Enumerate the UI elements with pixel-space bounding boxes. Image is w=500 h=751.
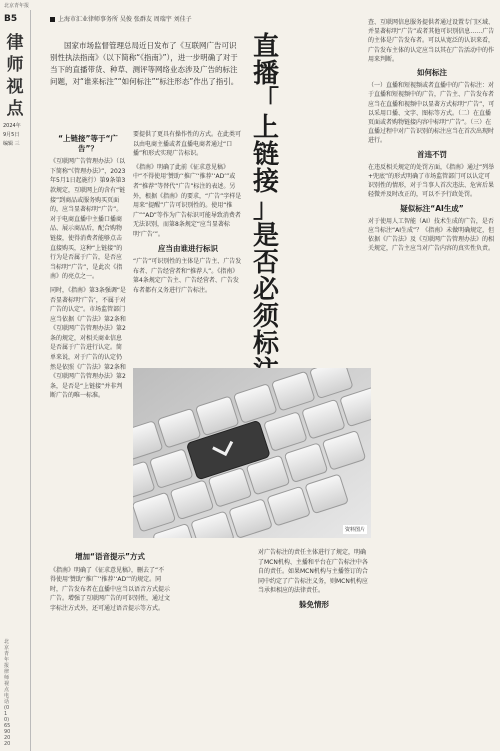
column-char: 点 [6,99,24,119]
headline-char: 直 [253,32,280,62]
body-text: 对于使用人工智能（AI）技术生成的广告，是否应当标注“AI生成”？《指南》未做明确规定，但依据《广告法》及《互联网广告管理办法》的相关规定，广告主应当对广告内容的真实性负责。 [368,217,495,253]
headline-char: 「 [253,86,280,116]
body-text: 《互联网广告管理办法》（以下简称“《管理办法》”，2023年5月1日起施行）第9条第3款规定，互联网上的含有“链接”到商品或服务购买页面的，应当显著标明“广告”。对于电商直播中主播口播商品、展示商品后，配合购物链接，使得消费者能够点击直接购买，这种“上链接”的行为是否属于广告，是否应当标明“广告”，是此次《指南》的亮点之一。 [50,158,126,281]
body-text: 在违反相关规定的处罚方面，《指南》通过“列举+兜底”的形式明确了市场监管部门可以认定可识别性的情形，对于当事人首次违法、危害后果轻微并及时改正的，可以不予行政处罚。 [368,163,495,199]
keyboard-image [133,368,371,538]
headline-char: 否 [253,248,280,278]
column-char: 律 [6,33,24,53]
headline-char: 」 [253,194,280,224]
section-heading: 应当由谁进行标识 [158,243,218,253]
editor: 编辑 三 [3,141,20,147]
body-text: 查、互联网信息服务提供者通过设置专门区域、并显著标明“广告”或者其他可识别信息……广告的主体是广告发布者。可以从宽泛的认识来看，广告发布主体的认定应当以其在广告活动中的作用来判断。 [368,19,495,63]
paper-name: 北京青年报 [4,3,30,9]
photo-credit: 资料图片 [344,527,365,533]
page-number: B5 [4,14,18,24]
headline-char: 是 [253,221,280,251]
headline-char: 链 [253,140,280,170]
body-column-bottom-left [50,548,170,614]
body-column-middle [133,130,243,296]
section-heading: 如何标注 [417,68,447,78]
headline-char: 标 [253,329,280,359]
byline [50,14,192,23]
byline-text: 上海市汇业律师事务所 吴俊 张群友 周瑞宇 刘佳子 [58,16,192,23]
column-name [5,32,25,120]
lead-paragraph: 国家市场监督管理总局近日发布了《互联网广告可识别性执法指南》（以下简称“《指南》”），进一步明确了对于当下的直播带货、种草、测评等网络业态涉及广告的标注问题，对“谁来标注”“如何标注”“标注形态”作出了指引。 [50,41,239,86]
headline-char: 播 [253,59,280,89]
section-heading: 增加“语音提示”方式 [75,552,145,561]
column-char: 视 [6,77,24,97]
masthead [0,0,500,10]
keyboard-photo [133,368,371,538]
body-text: （一）直播和短视频或者直播中的广告标注：对于直播和短视频中的广告，广告主、广告发布者应当在直播和视频中以显著方式标明“广告”，可以采用口播、文字、图标等方式。（二）在直播页面或者购物链接内容中标明“广告”。（三）在直播过程中对广告识别的标注应当在首次出现时进行。 [368,82,495,145]
body-text: 对广告标注的责任主体进行了规定，明确了MCN机构、主播和平台在广告标注中各自的责任。如果MCN机构与主播签订的合同中约定了广告标注义务，则MCN机构应当承担相应的法律责任。 [258,549,368,595]
headline-char: 必 [253,275,280,305]
section-heading: 躲免情形 [299,599,329,609]
body-text: 《指南》明确了《征求意见稿》，删去了“不得使用‘赞助’‘推广’‘推荐’‘AD’”的规定。同时，广告发布者在直播中应当以语音方式提示广告。增强了互联网广告的可识别性，通过文字标注方式外，还可通过语音提示等方式。 [50,566,171,612]
body-text: 同时，《指南》第3条强调“是否显著标明‘广告’，不属于对广告的认定”。市场监管部门应当依据《广告法》第2条和《互联网广告管理办法》第2条的规定，对相关商业信息是否属于广告进行认定。简单来说，对于广告的认定仍然是依照《广告法》第2条和《互联网广告管理办法》第2条，是否是“上链接”并非判断广告的唯一标准。 [50,286,126,400]
vertical-footer: 北京青年报 律师视点 电话(010)65902020 [4,639,11,747]
body-column-right [368,18,496,254]
issue-year: 2024年 [3,123,21,129]
left-sidebar [0,10,31,751]
body-text: 《指南》明确了此前《征求意见稿》中“不得使用‘赞助’‘推广’‘推荐’‘AD’”或者“推荐”等替代“广告”标注的表述。另外，根据《指南》的要求，“广告”字样是用来“提醒”广告可识别性的。使用“推广”“AD”等作为广告标识可能导致消费者无法识别，而第8条规定“应当显著标明‘广告’”。 [133,163,242,238]
issue-date: 9月5日 [3,132,20,138]
body-column-left [50,130,126,401]
headline-char: 上 [253,113,280,143]
body-column-bottom-middle [258,548,370,614]
section-heading: 首违不罚 [417,149,447,159]
body-text: “广告”可识别性的主体是广告主、广告发布者、广告经营者和“推荐人”。《指南》第4条规定广告主、广告经营者、广告发布者都有义务进行广告标注。 [133,258,242,294]
body-text: 要提供了更具有操作性的方式。在此类可以由电商主播或者直播电商者通过“口播”和形式实现广告标识。 [133,131,242,158]
section-heading: “上链接”等于“广告”？ [58,134,118,153]
column-char: 师 [6,55,24,75]
section-heading: 疑似标注“AI生成” [400,203,464,213]
bullet-icon [50,17,55,22]
headline-char: 接 [253,167,280,197]
headline-char: 须 [253,302,280,332]
